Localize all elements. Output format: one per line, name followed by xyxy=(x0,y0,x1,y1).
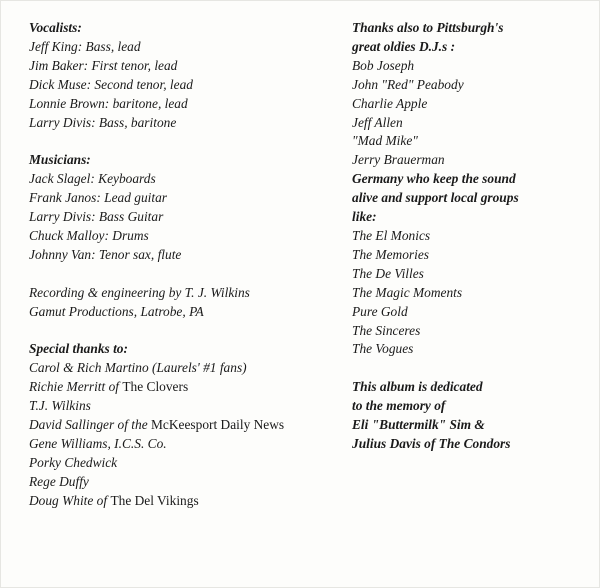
group-item: The Magic Moments xyxy=(352,284,463,300)
thanks-item: Rege Duffy xyxy=(29,473,89,489)
dj-item: Jeff Allen xyxy=(352,114,403,130)
spacer xyxy=(29,132,341,151)
thanks-item xyxy=(29,378,341,397)
spacer xyxy=(29,265,341,284)
spacer xyxy=(352,359,592,378)
thanks-item: Porky Chedwick xyxy=(29,454,118,470)
dedication-line: to the memory of xyxy=(352,398,446,414)
musician-item: Johnny Van: Tenor sax, flute xyxy=(29,246,182,262)
musicians-heading: Musicians: xyxy=(29,152,91,168)
spacer xyxy=(29,321,341,340)
germany-heading: Germany who keep the sound xyxy=(352,171,516,187)
thanks-item-publication: McKeesport Daily News xyxy=(151,416,285,432)
vocalist-item: Jim Baker: First tenor, lead xyxy=(29,57,178,73)
group-item: The El Monics xyxy=(352,227,431,243)
dj-thanks-heading: great oldies D.J.s : xyxy=(352,38,456,54)
thanks-item: T.J. Wilkins xyxy=(29,398,91,414)
group-item: The Memories xyxy=(352,246,429,262)
dedication-line: Eli "Buttermilk" Sim & xyxy=(352,417,485,433)
musician-item: Frank Janos: Lead guitar xyxy=(29,190,167,206)
germany-heading: like: xyxy=(352,209,377,225)
group-item: The Vogues xyxy=(352,341,414,357)
thanks-item-name: Doug White of xyxy=(29,492,111,508)
thanks-item xyxy=(29,416,341,435)
vocalist-item: Lonnie Brown: baritone, lead xyxy=(29,95,188,111)
musician-item: Chuck Malloy: Drums xyxy=(29,227,149,243)
thanks-item-name: David Sallinger of the xyxy=(29,416,151,432)
dj-item: Bob Joseph xyxy=(352,57,415,73)
thanks-item xyxy=(29,492,341,511)
thanks-item-name: Richie Merritt of xyxy=(29,379,123,395)
recording-studio: Gamut Productions, Latrobe, PA xyxy=(29,303,204,319)
thanks-item-group: The Clovers xyxy=(122,379,189,395)
dj-item: Jerry Brauerman xyxy=(352,152,445,168)
thanks-item-group: The Del Vikings xyxy=(110,492,199,508)
dj-thanks-heading: Thanks also to Pittsburgh's xyxy=(352,20,504,35)
thanks-item: Carol & Rich Martino (Laurels' #1 fans) xyxy=(29,360,247,376)
group-item: The Sinceres xyxy=(352,322,421,338)
left-column xyxy=(29,19,341,511)
musician-item: Larry Divis: Bass Guitar xyxy=(29,209,164,225)
recording-credit: Recording & engineering by T. J. Wilkins xyxy=(29,284,250,300)
group-item: The De Villes xyxy=(352,265,424,281)
musician-item: Jack Slagel: Keyboards xyxy=(29,171,156,187)
vocalists-heading: Vocalists: xyxy=(29,20,82,35)
dedication-line: This album is dedicated xyxy=(352,379,483,395)
germany-heading: alive and support local groups xyxy=(352,190,519,206)
right-column xyxy=(352,19,592,454)
vocalist-item: Larry Divis: Bass, baritone xyxy=(29,114,177,130)
vocalist-item: Dick Muse: Second tenor, lead xyxy=(29,76,193,92)
dj-item: Charlie Apple xyxy=(352,95,428,111)
dj-item: "Mad Mike" xyxy=(352,133,418,149)
special-thanks-heading: Special thanks to: xyxy=(29,341,128,357)
thanks-item: Gene Williams, I.C.S. Co. xyxy=(29,435,167,451)
vocalist-item: Jeff King: Bass, lead xyxy=(29,38,141,54)
dedication-line: Julius Davis of The Condors xyxy=(352,435,511,451)
group-item: Pure Gold xyxy=(352,303,408,319)
dj-item: John "Red" Peabody xyxy=(352,76,464,92)
